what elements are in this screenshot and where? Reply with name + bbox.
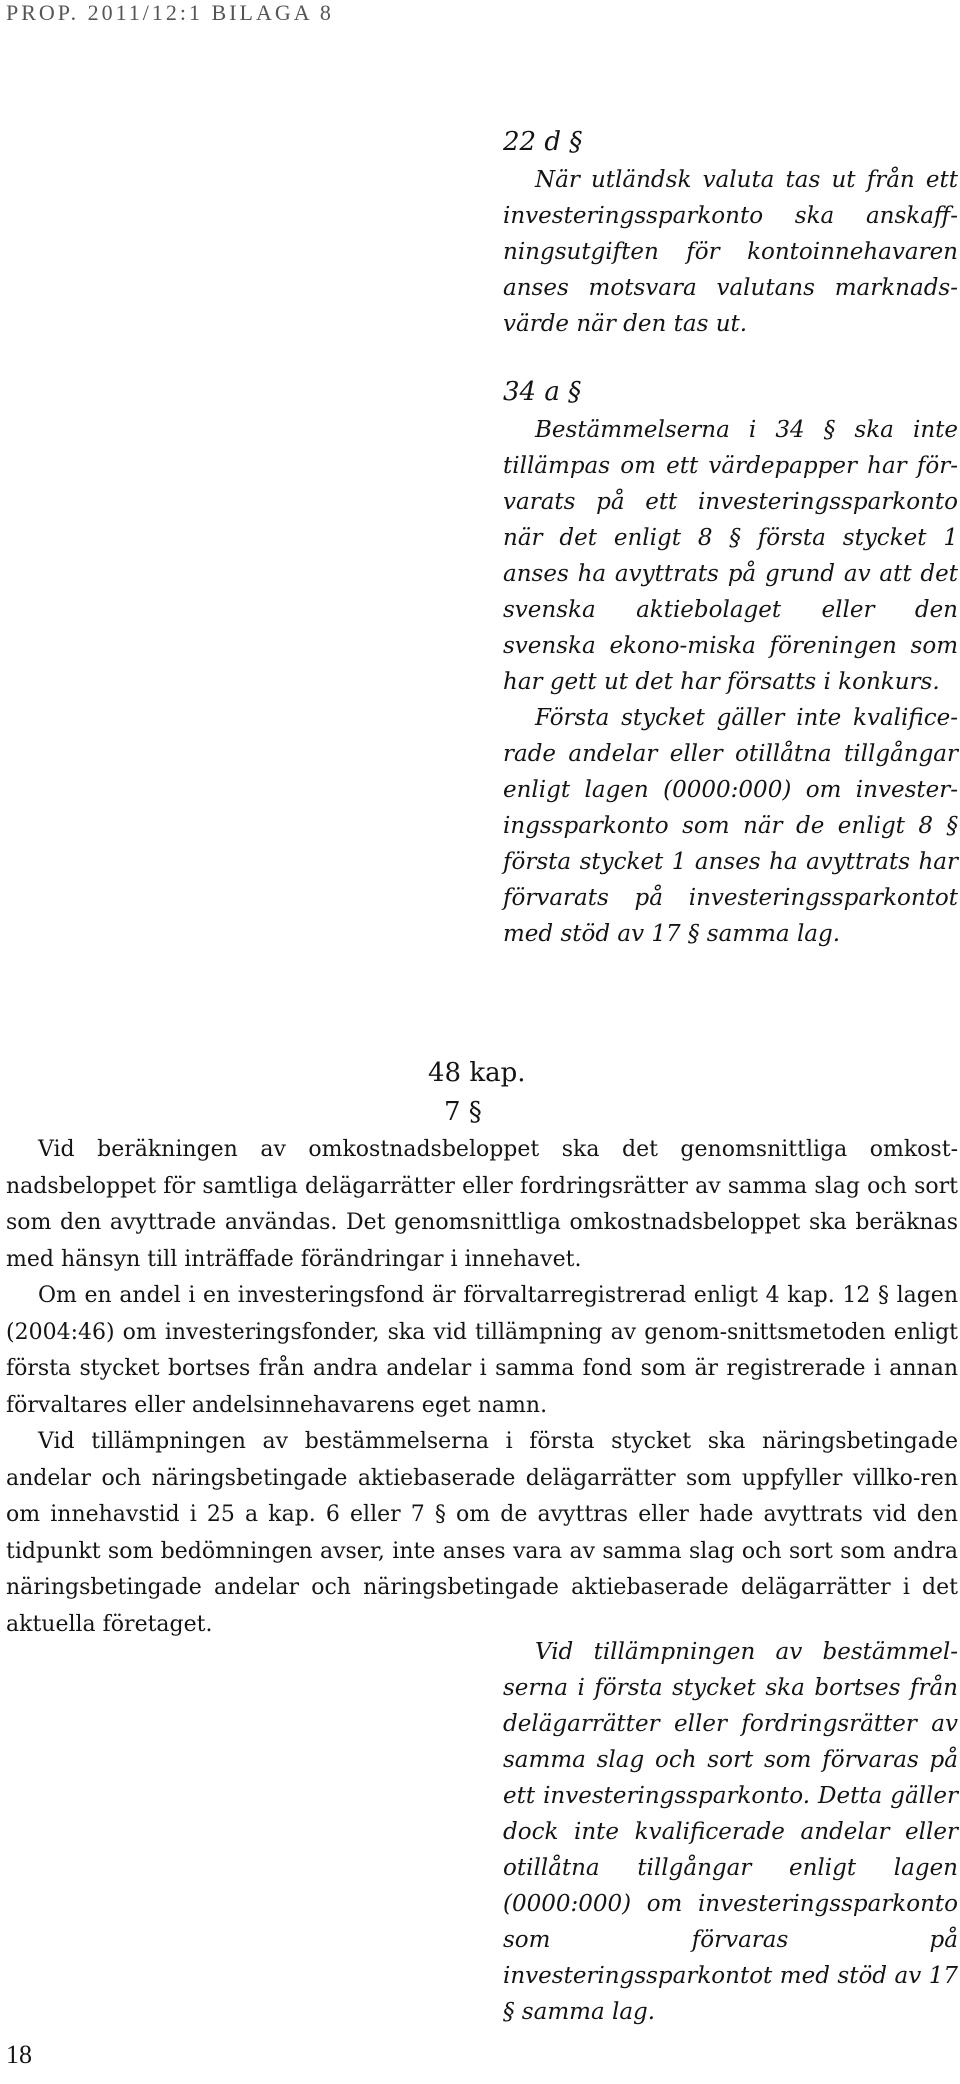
page-number: 18	[6, 2040, 32, 2069]
chapter-label: 48 kap.	[428, 1058, 526, 1088]
section-22d-paragraph: När utländsk valuta tas ut från ett investeringssparkonto ska anskaff-ningsutgiften för kontoinnehavaren anses motsvara valutans marknads-värde när den tas ut.	[503, 167, 958, 337]
chapter-48-paragraph: Vid tillämpningen av bestämmelserna i första stycket ska näringsbetingade andelar och näringsbetingade aktiebaserade delägarrätter som uppfyller villko-ren om innehavstid i 25 a kap. 6 eller 7 § om de avyttras eller hade avyttrats vid den tidpunkt som bedömningen avser, inte anses vara av samma slag och sort som andra näringsbetingade andelar och näringsbetingade aktiebaserade delägarrätter i det aktuella företaget.	[6, 1429, 958, 1637]
section-34a-heading: 34 a §	[503, 377, 582, 407]
running-head: PROP. 2011/12:1 BILAGA 8	[6, 0, 334, 25]
section-22d	[503, 122, 958, 342]
chapter-48-new-paragraph: Vid tillämpningen av bestämmel-serna i första stycket ska bortses från delägarrätter eller fordringsrätter av samma slag och sort som förvaras på ett investeringssparkonto. Detta gäller dock inte kvalificerade andelar eller otillåtna tillgångar enligt lagen (0000:000) om investeringssparkonto som förvaras på investeringssparkontot med stöd av 17 § samma lag.	[503, 1639, 958, 2025]
chapter-48-paragraph: Vid beräkningen av omkostnadsbeloppet ska det genomsnittliga omkost-nadsbeloppet för samtliga delägarrätter eller fordringsrätter av samma slag och sort som den avyttrade användas. Det genomsnittliga omkostnadsbeloppet ska beräknas med hänsyn till inträffade förändringar i innehavet.	[6, 1137, 958, 1272]
section-34a-paragraph: Bestämmelserna i 34 § ska inte tillämpas om ett värdepapper har för-varats på ett investeringssparkonto när det enligt 8 § första stycket 1 anses ha avyttrats på grund av att det svenska aktiebolaget eller den svenska ekono-miska föreningen som har gett ut det har försatts i konkurs.	[503, 417, 958, 695]
section-7-heading: 7 §	[444, 1097, 482, 1127]
section-34a	[503, 372, 958, 952]
chapter-48-new-text	[503, 1634, 958, 2030]
chapter-48-paragraph: Om en andel i en investeringsfond är förvaltarregistrerad enligt 4 kap. 12 § lagen (2004:46) om investeringsfonder, ska vid tillämpning av genom-snittsmetoden enligt första stycket bortses från andra andelar i samma fond som är registrerade i annan förvaltares eller andelsinnehavarens eget namn.	[6, 1283, 958, 1418]
section-34a-paragraph: Första stycket gäller inte kvalifice-rade andelar eller otillåtna tillgångar enligt lagen (0000:000) om invester-ingssparkonto som när de enligt 8 § första stycket 1 anses ha avyttrats har förvarats på investeringssparkontot med stöd av 17 § samma lag.	[503, 705, 958, 947]
section-22d-heading: 22 d §	[503, 127, 583, 157]
chapter-48-body	[6, 1132, 958, 1643]
